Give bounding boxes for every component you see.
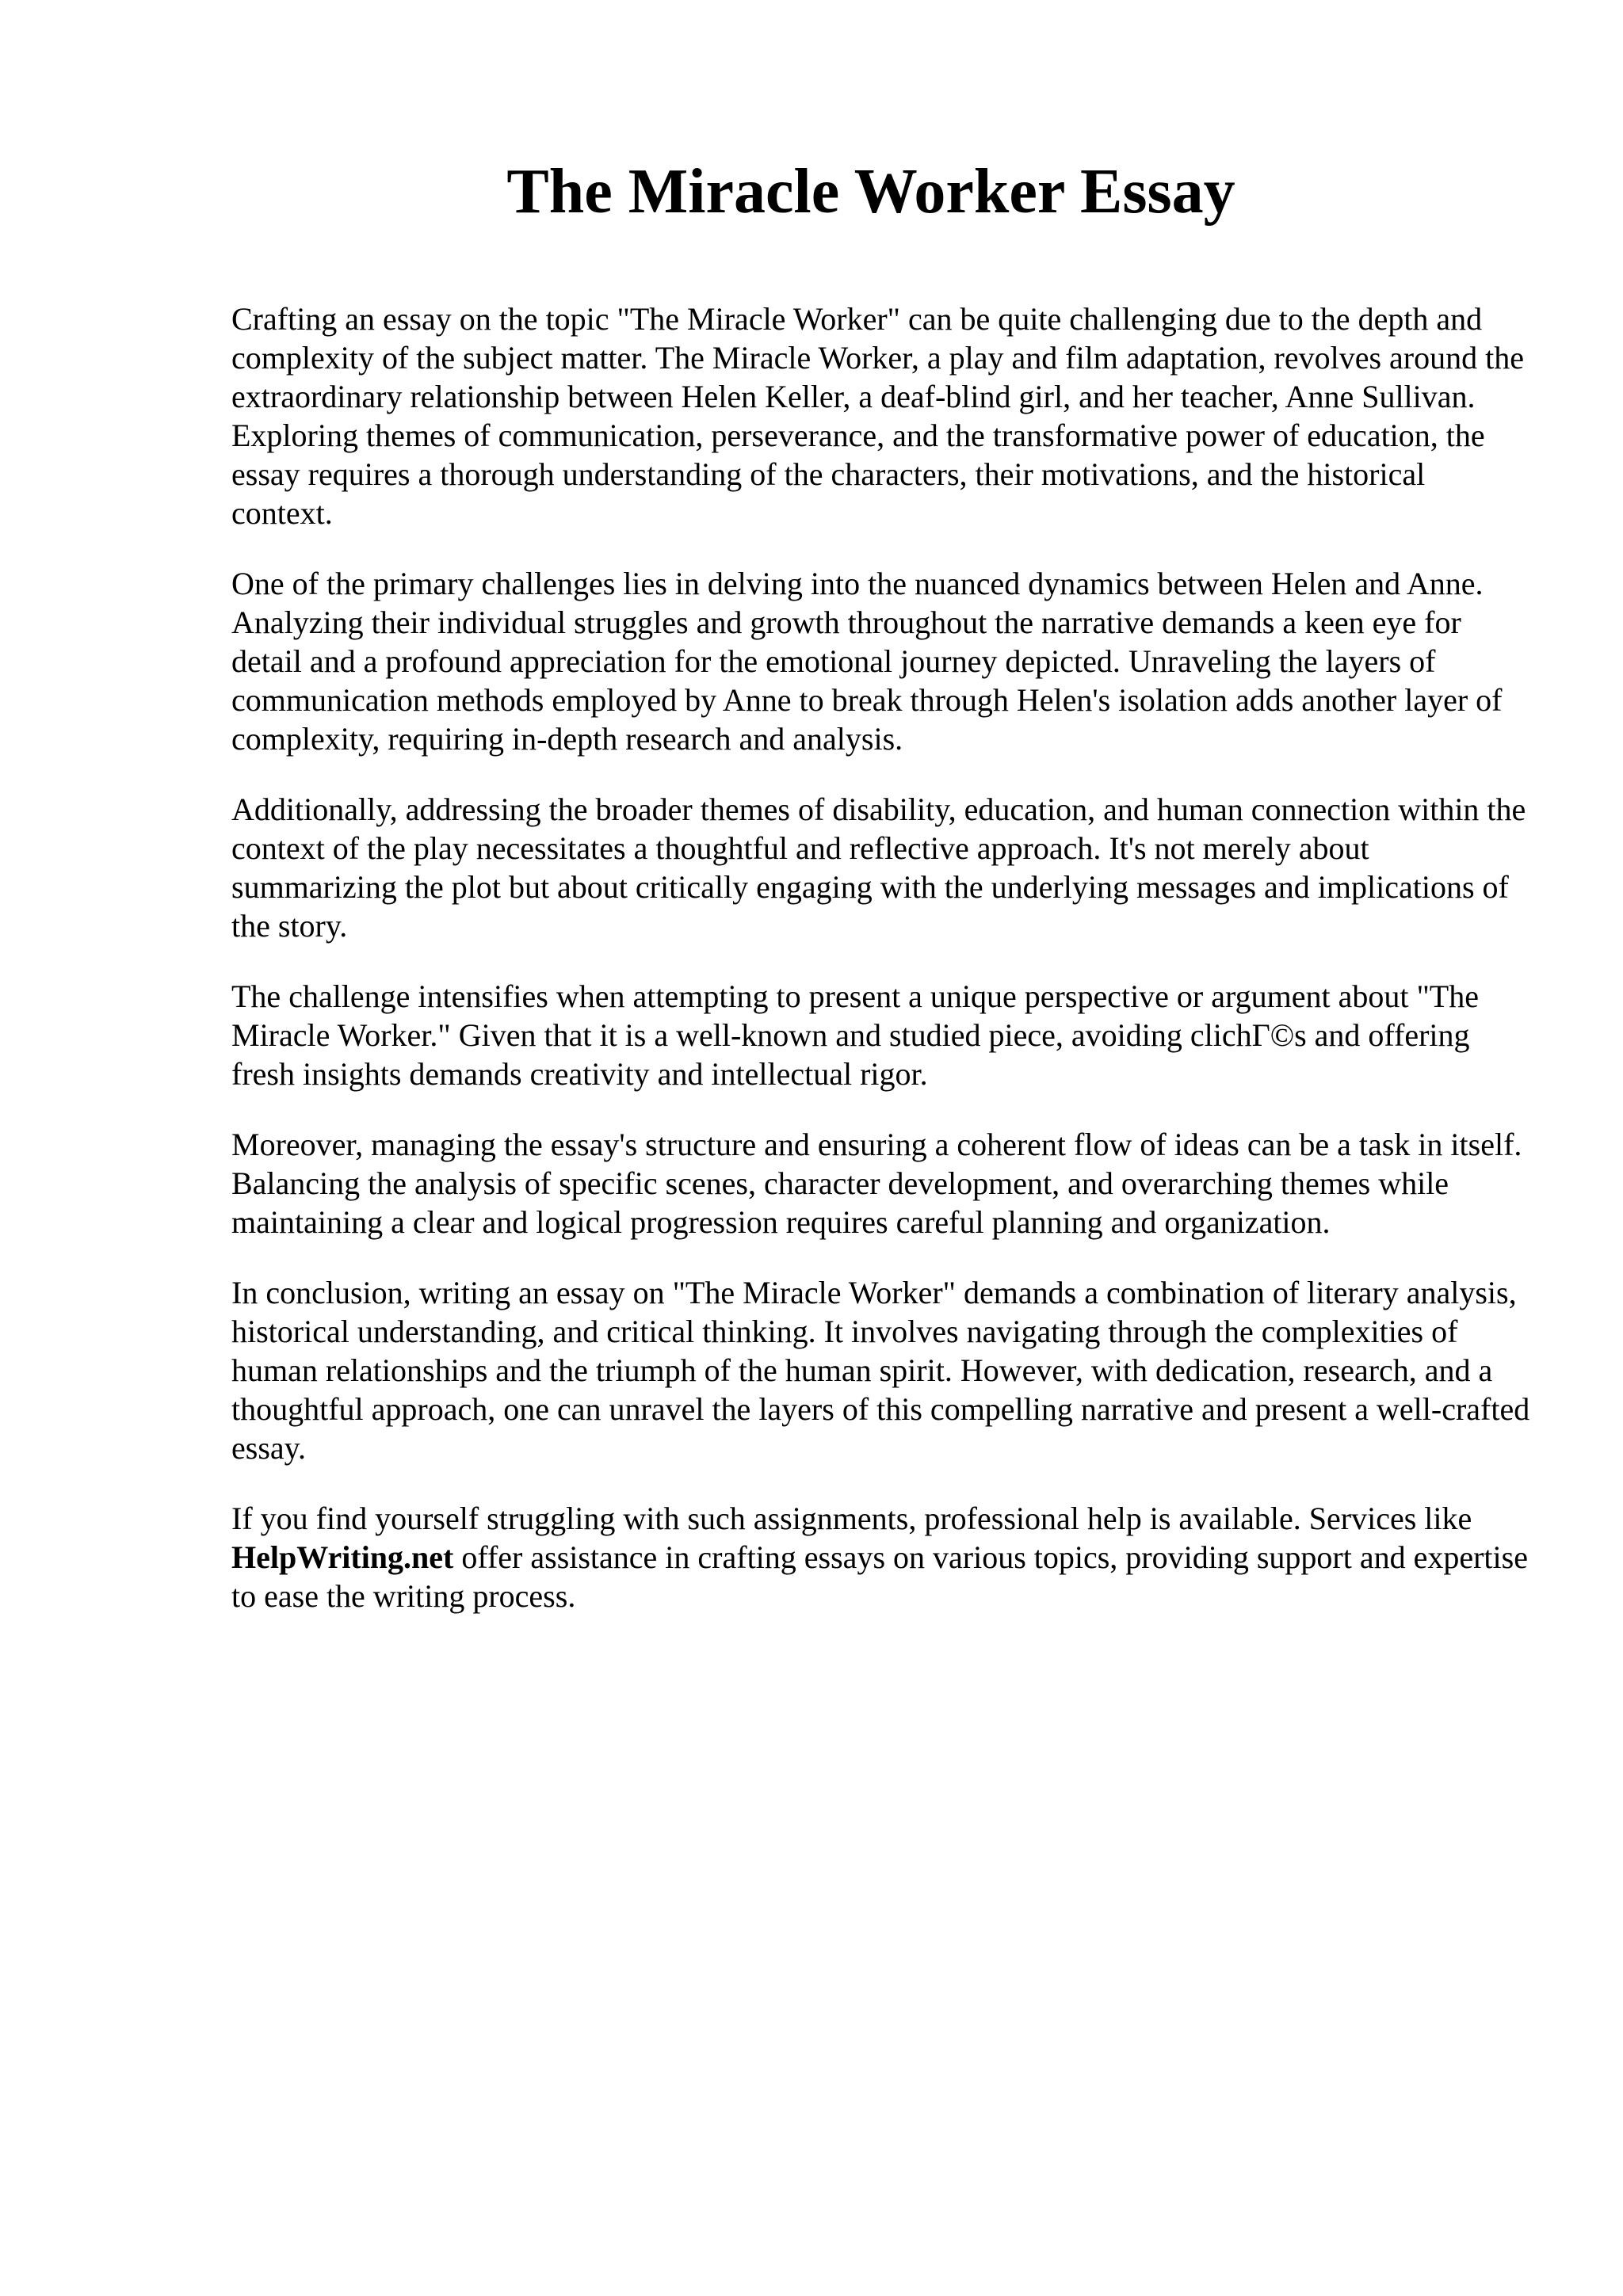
- essay-body: [231, 299, 1531, 1647]
- paragraph-closing: [231, 1499, 1531, 1615]
- paragraph-conclusion: In conclusion, writing an essay on "The Miracle Worker" demands a combination of literary analysis, historical understanding, and critical thinking. It involves navigating through the complexities of human relationships and the triumph of the human spirit. However, with dedication, research, and a thoughtful approach, one can unravel the layers of this compelling narrative and present a well-crafted essay.: [231, 1275, 1530, 1466]
- brand-name: HelpWriting.net: [231, 1539, 454, 1575]
- paragraph-perspective: The challenge intensifies when attempting to present a unique perspective or argument about "The Miracle Worker." Given that it is a well-known and studied piece, avoiding clichΓ©s and offering fresh insights demands creativity and intellectual rigor.: [231, 978, 1479, 1092]
- paragraph-themes: Additionally, addressing the broader themes of disability, education, and human connection within the context of the play necessitates a thoughtful and reflective approach. It's not merely about summarizing the plot but about critically engaging with the underlying messages and implications of the story.: [231, 791, 1526, 944]
- closing-text-after: offer assistance in crafting essays on various topics, providing support and expertise to ease the writing process.: [231, 1539, 1528, 1614]
- paragraph-intro: Crafting an essay on the topic "The Miracle Worker" can be quite challenging due to the depth and complexity of the subject matter. The Miracle Worker, a play and film adaptation, revolves around the extraordinary relationship between Helen Keller, a deaf-blind girl, and her teacher, Anne Sullivan. Exploring themes of communication, perseverance, and the transformative power of education, the essay requires a thorough understanding of the characters, their motivations, and the historical context.: [231, 301, 1524, 531]
- paragraph-structure: Moreover, managing the essay's structure and ensuring a coherent flow of ideas can be a task in itself. Balancing the analysis of specific scenes, character development, and overarching themes while maintaining a clear and logical progression requires careful planning and organization.: [231, 1127, 1522, 1240]
- closing-text-before: If you find yourself struggling with such assignments, professional help is available. Services like: [231, 1501, 1472, 1536]
- page-title: The Miracle Worker Essay: [506, 157, 1235, 227]
- paragraph-challenges: One of the primary challenges lies in delving into the nuanced dynamics between Helen and Anne. Analyzing their individual struggles and growth throughout the narrative demands a keen eye for detail and a profound appreciation for the emotional journey depicted. Unraveling the layers of communication methods employed by Anne to break through Helen's isolation adds another layer of complexity, requiring in-depth research and analysis.: [231, 566, 1503, 757]
